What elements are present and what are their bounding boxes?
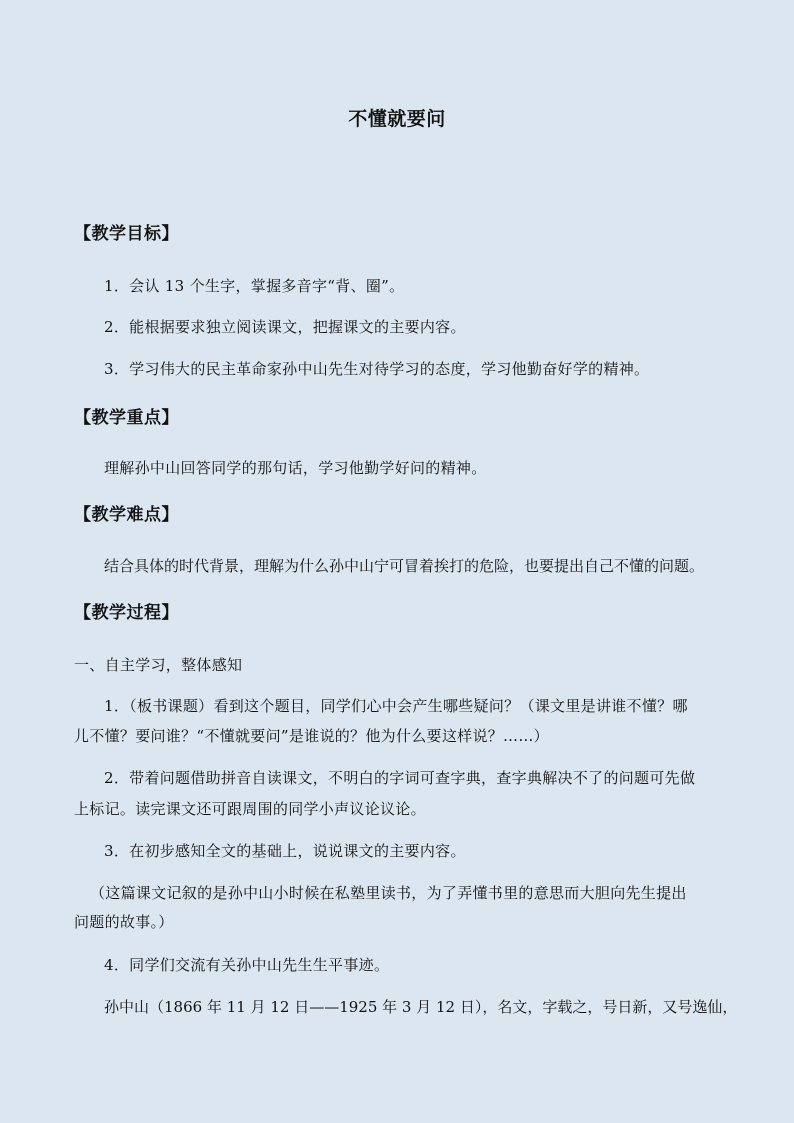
process-note-line1: （这篇课文记叙的是孙中山小时候在私塾里读书，为了弄懂书里的意思而大胆向先生提出 [90,884,687,902]
key-text: 理解孙中山回答同学的那句话，学习他勤学好问的精神。 [104,459,487,477]
process-step1-line1: 1．（板书课题）看到这个题目，同学们心中会产生哪些疑问？（课文里是讲谁不懂？哪 [104,697,688,715]
process-bio: 孙中山（1866 年 11 月 12 日——1925 年 3 月 12 日），名文，字载之，号日新，又号逸仙， [104,998,738,1016]
goal-item-3: 3．学习伟大的民主革命家孙中山先生对待学习的态度，学习他勤奋好学的精神。 [104,360,650,378]
key-heading: 【教学重点】 [74,408,179,428]
goals-heading: 【教学目标】 [74,224,179,244]
process-step4: 4．同学们交流有关孙中山先生生平事迹。 [104,956,390,974]
process-step2-line1: 2．带着问题借助拼音自读课文，不明白的字词可查字典，查字典解决不了的问题可先做 [104,769,696,787]
process-step3: 3．在初步感知全文的基础上，说说课文的主要内容。 [104,842,466,860]
document-title: 不懂就要问 [348,108,446,130]
process-step2-line2: 上标记。读完课文还可跟周围的同学小声议论议论。 [74,800,426,818]
difficulty-text: 结合具体的时代背景，理解为什么孙中山宁可冒着挨打的危险，也要提出自己不懂的问题。 [104,557,705,575]
process-part1: 一、自主学习，整体感知 [74,656,243,674]
difficulty-heading: 【教学难点】 [74,505,179,525]
process-step1-line2: 儿不懂？要问谁？“不懂就要问”是谁说的？他为什么要这样说？……） [74,727,549,745]
process-note-line2: 问题的故事。） [74,913,174,931]
goal-item-2: 2．能根据要求独立阅读课文，把握课文的主要内容。 [104,318,466,336]
process-heading: 【教学过程】 [74,603,179,623]
goal-item-1: 1．会认 13 个生字，掌握多音字“背、圈”。 [104,277,405,295]
